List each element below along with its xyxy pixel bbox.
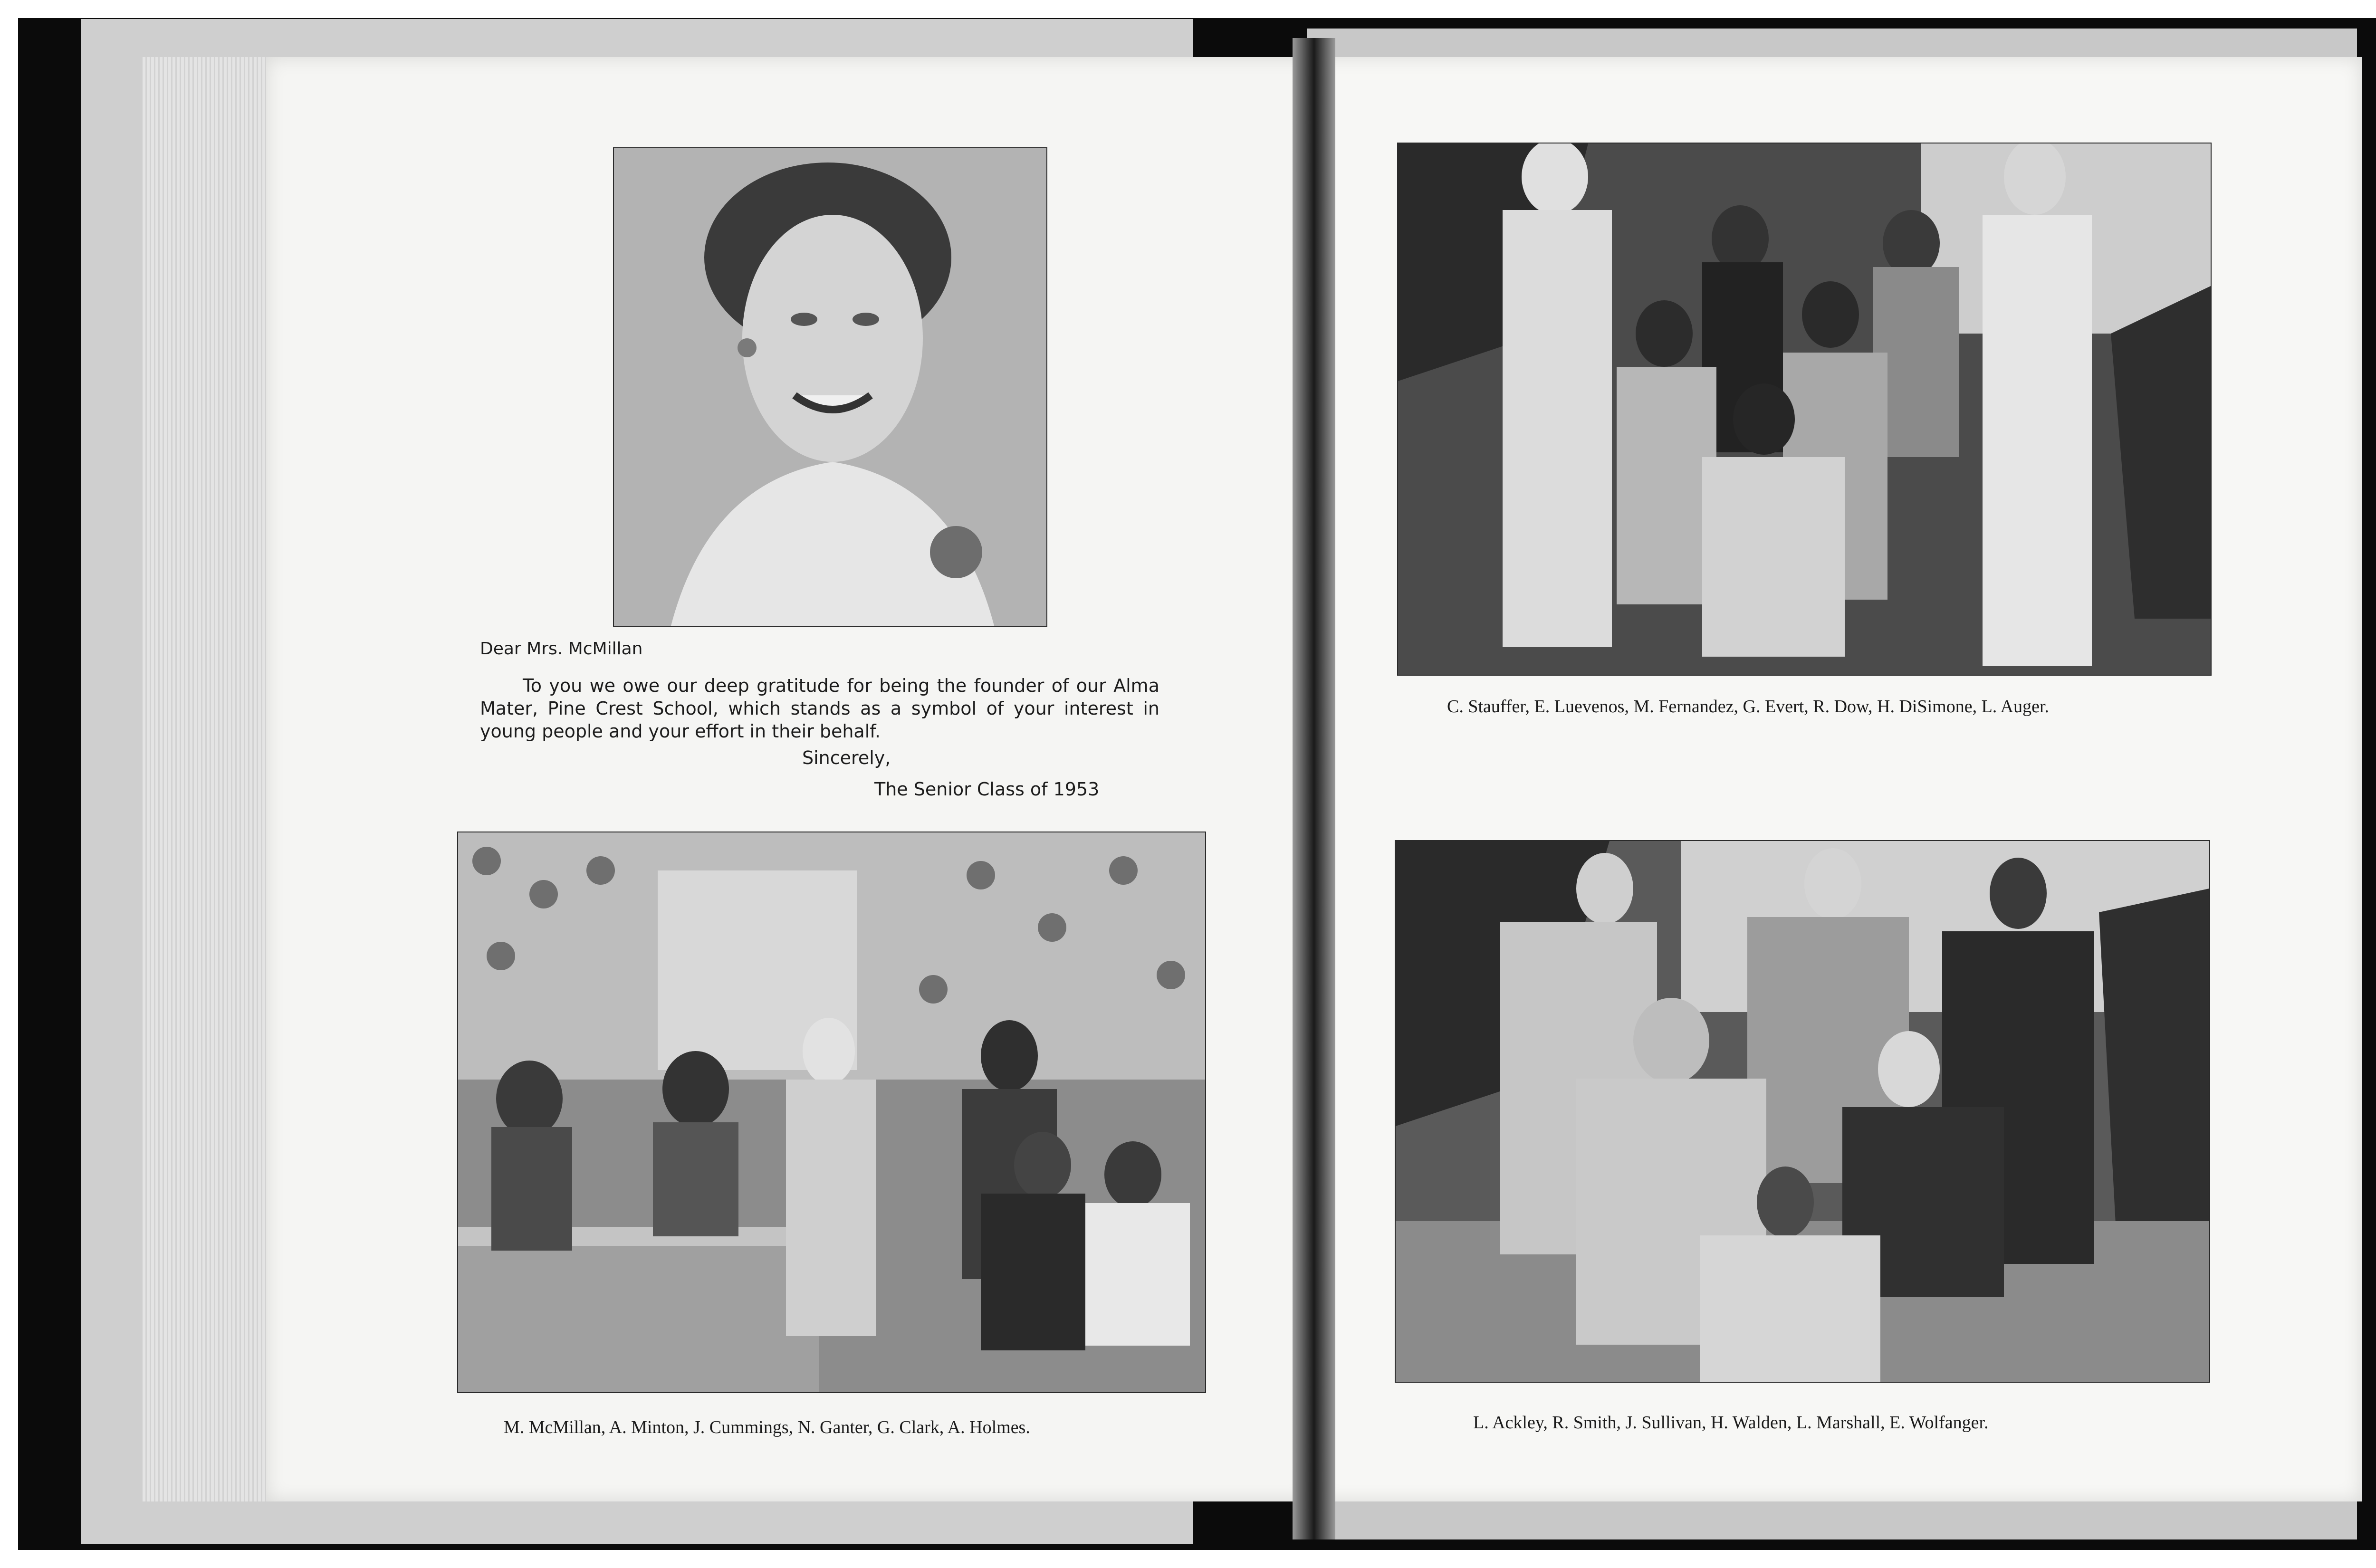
letter-signature: The Senior Class of 1953 [874, 779, 1100, 800]
book-gutter [1293, 38, 1335, 1539]
dedication-letter [480, 639, 1159, 810]
bottom-garden-group-caption: L. Ackley, R. Smith, J. Sullivan, H. Walden, L. Marshall, E. Wolfanger. [1473, 1413, 1989, 1433]
top-garden-group-caption: C. Stauffer, E. Luevenos, M. Fernandez, G. Evert, R. Dow, H. DiSimone, L. Auger. [1447, 697, 2050, 717]
letter-body: To you we owe our deep gratitude for being the founder of our Alma Mater, Pine Crest School, which stands as a symbol of your interest in young people and your effort in their behalf. [480, 675, 1159, 742]
office-group-photo [457, 832, 1206, 1393]
bottom-garden-group-photo [1395, 840, 2210, 1383]
office-group-caption: M. McMillan, A. Minton, J. Cummings, N. Ganter, G. Clark, A. Holmes. [504, 1417, 1030, 1437]
portrait-photo [613, 147, 1047, 627]
letter-greeting: Dear Mrs. McMillan [480, 639, 643, 659]
page-edges [143, 57, 271, 1501]
letter-closing: Sincerely, [802, 747, 891, 768]
top-garden-group-photo [1397, 143, 2212, 676]
